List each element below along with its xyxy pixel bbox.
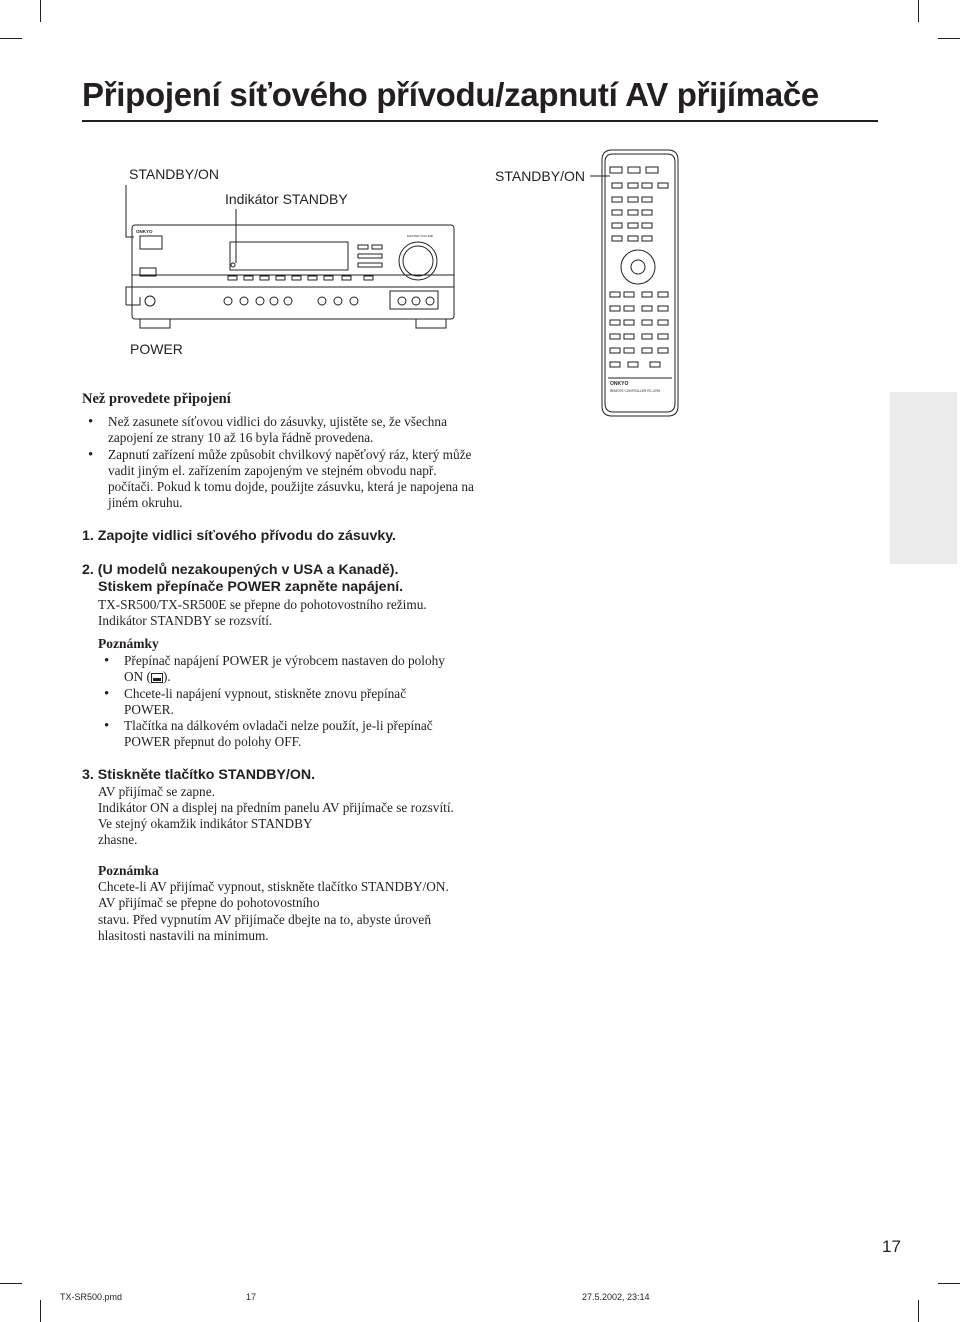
step3-line1: AV přijímač se zapne. — [98, 784, 215, 799]
step3-note-line3: stavu. Před vypnutím AV přijímače dbejte na to, abyste úroveň — [98, 912, 431, 927]
label-standby-on-right: STANDBY/ON — [495, 168, 585, 184]
step2-title-line1: 2. (U modelů nezakoupených v USA a Kanadě). — [82, 562, 399, 578]
step3-note-line1: Chcete-li AV přijímač vypnout, stiskněte tlačítko STANDBY/ON. — [98, 879, 449, 894]
step2-note-1-end: ). — [162, 669, 171, 685]
remote-model: REMOTE CONTROLLER RC-479S — [610, 389, 661, 393]
receiver-illustration — [120, 175, 465, 340]
step3-note-line4: hlasitosti nastavili na minimum. — [98, 928, 269, 943]
step3-note-heading: Poznámka — [98, 863, 159, 878]
step2-title-line2: Stiskem přepínače POWER zapněte napájení. — [98, 579, 404, 595]
step1-title: 1. Zapojte vidlici síťového přívodu do zásuvky. — [82, 528, 397, 544]
step3-line4: zhasne. — [98, 832, 138, 847]
before-bullet-1: • Než zasunete síťovou vidlici do zásuvky, ujistěte se, že všechna zapojení ze strany 10 až 16 byla řádně provedena. — [82, 414, 474, 447]
crop-mark — [40, 0, 41, 22]
step2-note-2: • Chcete-li napájení vypnout, stiskněte znovu přepínač POWER. — [98, 686, 458, 719]
crop-mark — [0, 38, 22, 39]
before-heading: Než provedete připojení — [82, 391, 231, 407]
switch-on-icon — [151, 673, 163, 683]
footer-date: 27.5.2002, 23:14 — [582, 1292, 650, 1302]
crop-mark — [938, 1283, 960, 1284]
footer-file: TX-SR500.pmd — [60, 1292, 123, 1302]
crop-mark — [938, 38, 960, 39]
step2-text-line1: TX-SR500/TX-SR500E se přepne do pohotovostního režimu. — [98, 597, 427, 612]
page-number: 17 — [882, 1237, 901, 1256]
before-bullet-list — [82, 414, 474, 512]
label-standby-indicator: Indikátor STANDBY — [225, 191, 348, 207]
page-title: Připojení síťového přívodu/zapnutí AV přijímače — [82, 76, 819, 113]
remote-illustration — [590, 140, 685, 420]
step2-text-line2: Indikátor STANDBY se rozsvítí. — [98, 613, 273, 628]
before-bullet-2: • Zapnutí zařízení může způsobit chvilkový napěťový ráz, který může vadit jiným el. zařízením zapojeným ve stejném obvodu např. počítači. Pokud k tomu dojde, použijte zásuvku, která je napojena na jiném okruhu. — [82, 447, 474, 512]
step3-note-line2: AV přijímač se přepne do pohotovostního — [98, 895, 320, 910]
footer-page: 17 — [246, 1292, 257, 1302]
step2-notes-heading: Poznámky — [98, 636, 159, 651]
remote-brand: ONKYO — [610, 381, 629, 387]
step3-title: 3. Stiskněte tlačítko STANDBY/ON. — [82, 767, 316, 783]
receiver-brand: ONKYO — [136, 229, 153, 234]
label-standby-on-left: STANDBY/ON — [129, 166, 219, 182]
step2-notes-list — [98, 653, 458, 751]
step2-note-1-text: Přepínač napájení POWER je výrobcem nastaven do polohy ON ( — [124, 653, 445, 685]
receiver-volume-label: MASTER VOLUME — [407, 234, 434, 238]
side-tab — [890, 392, 957, 564]
label-power: POWER — [130, 341, 183, 357]
step2-note-3: • Tlačítka na dálkovém ovladači nelze použít, je-li přepínač POWER přepnut do polohy OFF. — [98, 718, 458, 751]
crop-mark — [40, 1300, 41, 1322]
title-rule — [82, 120, 878, 122]
crop-mark — [918, 1300, 919, 1322]
crop-mark — [0, 1283, 22, 1284]
step3-line3: Ve stejný okamžik indikátor STANDBY — [98, 816, 313, 831]
step3-line2: Indikátor ON a displej na předním panelu AV přijímače se rozsvítí. — [98, 800, 454, 815]
crop-mark — [918, 0, 919, 22]
step2-note-1 — [98, 653, 458, 686]
